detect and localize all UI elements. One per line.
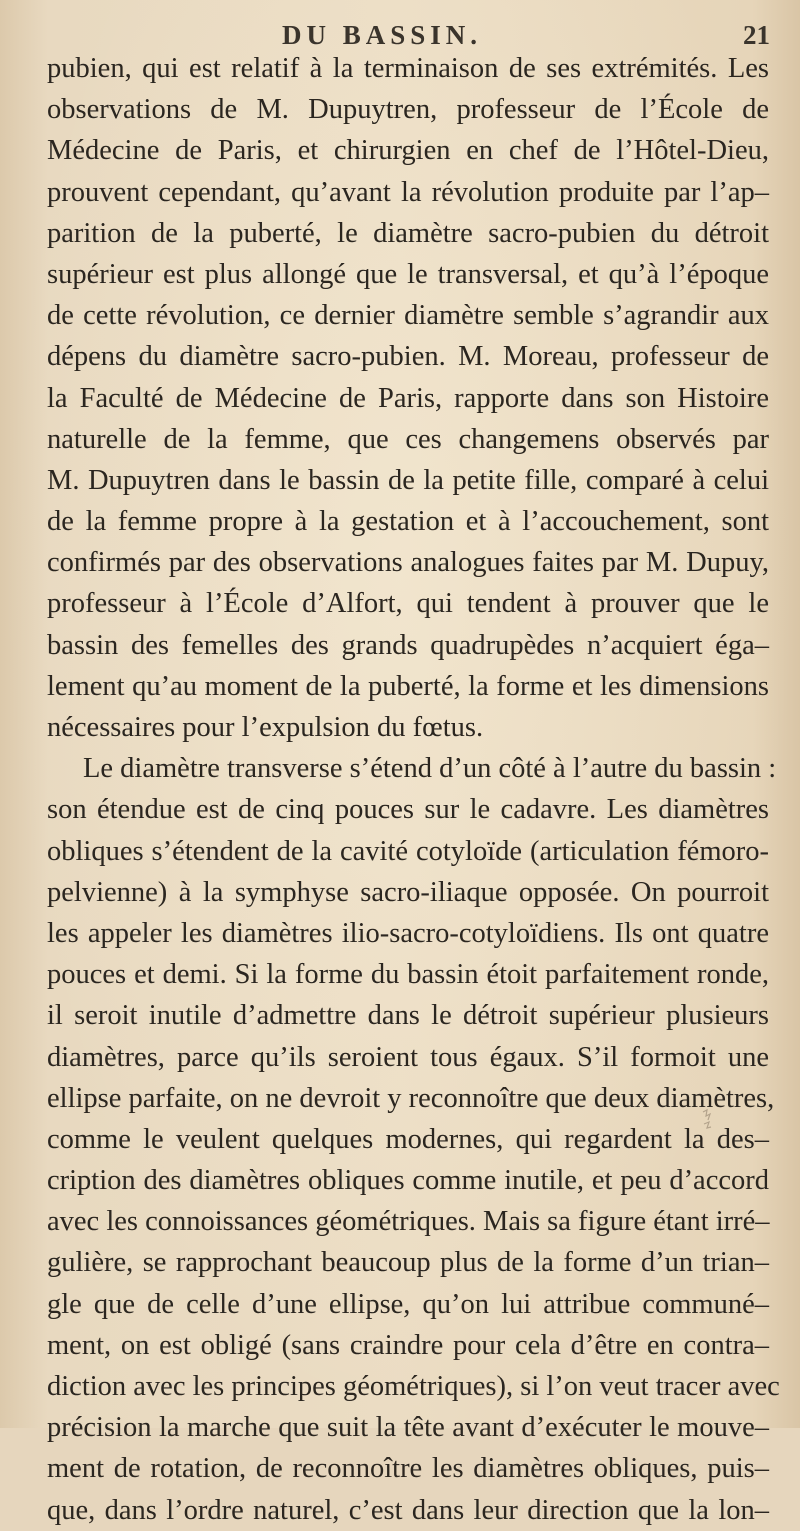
text-line: que, dans l’ordre naturel, c’est dans leur direction que la lon– xyxy=(47,1494,769,1526)
text-line: parition de la puberté, le diamètre sacro-pubien du détroit xyxy=(47,217,769,249)
text-line: confirmés par des observations analogues faites par M. Dupuy, xyxy=(47,547,769,579)
text-line: prouvent cependant, qu’avant la révolution produite par l’ap– xyxy=(47,176,769,208)
text-line: de la femme propre à la gestation et à l’accouchement, sont xyxy=(47,506,769,538)
text-line: gle que de celle d’une ellipse, qu’on lui attribue communé– xyxy=(47,1288,769,1320)
text-line: gulière, se rapprochant beaucoup plus de la forme d’un trian– xyxy=(47,1247,769,1279)
text-line: bassin des femelles des grands quadrupèdes n’acquiert éga– xyxy=(47,629,769,661)
text-line: observations de M. Dupuytren, professeur de l’École de xyxy=(47,94,769,126)
text-line: naturelle de la femme, que ces changemens observés par xyxy=(47,423,769,455)
ink-stain-mark xyxy=(700,1108,716,1136)
paragraph-pubertal-changes xyxy=(47,48,769,748)
text-line: diction avec les principes géométriques), si l’on veut tracer avec xyxy=(47,1371,780,1402)
text-line: pouces et demi. Si la forme du bassin étoit parfaitement ronde, xyxy=(47,959,769,991)
text-line: pelvienne) à la symphyse sacro-iliaque opposée. On pourroit xyxy=(47,876,769,908)
text-line: diamètres, parce qu’ils seroient tous égaux. S’il formoit une xyxy=(47,1041,769,1073)
text-line: pubien, qui est relatif à la terminaison de ses extrémités. Les xyxy=(47,53,769,84)
text-line: supérieur est plus allongé que le transversal, et qu’à l’époque xyxy=(47,258,769,290)
text-line: ment de rotation, de reconnoître les diamètres obliques, puis– xyxy=(47,1453,769,1485)
text-line: lement qu’au moment de la puberté, la forme et les dimensions xyxy=(47,670,769,702)
text-line: nécessaires pour l’expulsion du fœtus. xyxy=(47,712,484,743)
paragraph-diameters xyxy=(47,748,780,1531)
text-line: ellipse parfaite, on ne devroit y reconnoître que deux diamètres, xyxy=(47,1082,775,1114)
text-line: obliques s’étendent de la cavité cotyloïde (articulation fémoro- xyxy=(47,835,769,867)
running-title: DU BASSIN. xyxy=(282,20,483,50)
text-line: les appeler les diamètres ilio-sacro-cotyloïdiens. Ils ont quatre xyxy=(47,917,769,949)
text-line: professeur à l’École d’Alfort, qui tendent à prouver que le xyxy=(47,588,769,620)
text-line: comme le veulent quelques modernes, qui regardent la des– xyxy=(47,1123,769,1155)
text-line: son étendue est de cinq pouces sur le cadavre. Les diamètres xyxy=(47,794,769,826)
text-line: Médecine de Paris, et chirurgien en chef de l’Hôtel-Dieu, xyxy=(47,135,769,167)
text-line: M. Dupuytren dans le bassin de la petite fille, comparé à celui xyxy=(47,464,769,496)
text-line: dépens du diamètre sacro-pubien. M. Moreau, professeur de xyxy=(47,341,769,373)
text-line: avec les connoissances géométriques. Mais sa figure étant irré– xyxy=(47,1206,770,1238)
text-line: précision la marche que suit la tête avant d’exécuter le mouve– xyxy=(47,1412,769,1444)
body-text xyxy=(47,48,780,1531)
text-line: ment, on est obligé (sans craindre pour cela d’être en contra– xyxy=(47,1329,769,1361)
text-line: il seroit inutile d’admettre dans le détroit supérieur plusieurs xyxy=(47,1000,769,1032)
text-line: de cette révolution, ce dernier diamètre semble s’agrandir aux xyxy=(47,300,769,332)
text-line: cription des diamètres obliques comme inutile, et peu d’accord xyxy=(47,1165,769,1197)
page-number: 21 xyxy=(743,20,770,50)
text-line: Le diamètre transverse s’étend d’un côté à l’autre du bassin : xyxy=(83,753,777,785)
text-line: la Faculté de Médecine de Paris, rapporte dans son Histoire xyxy=(47,382,769,414)
